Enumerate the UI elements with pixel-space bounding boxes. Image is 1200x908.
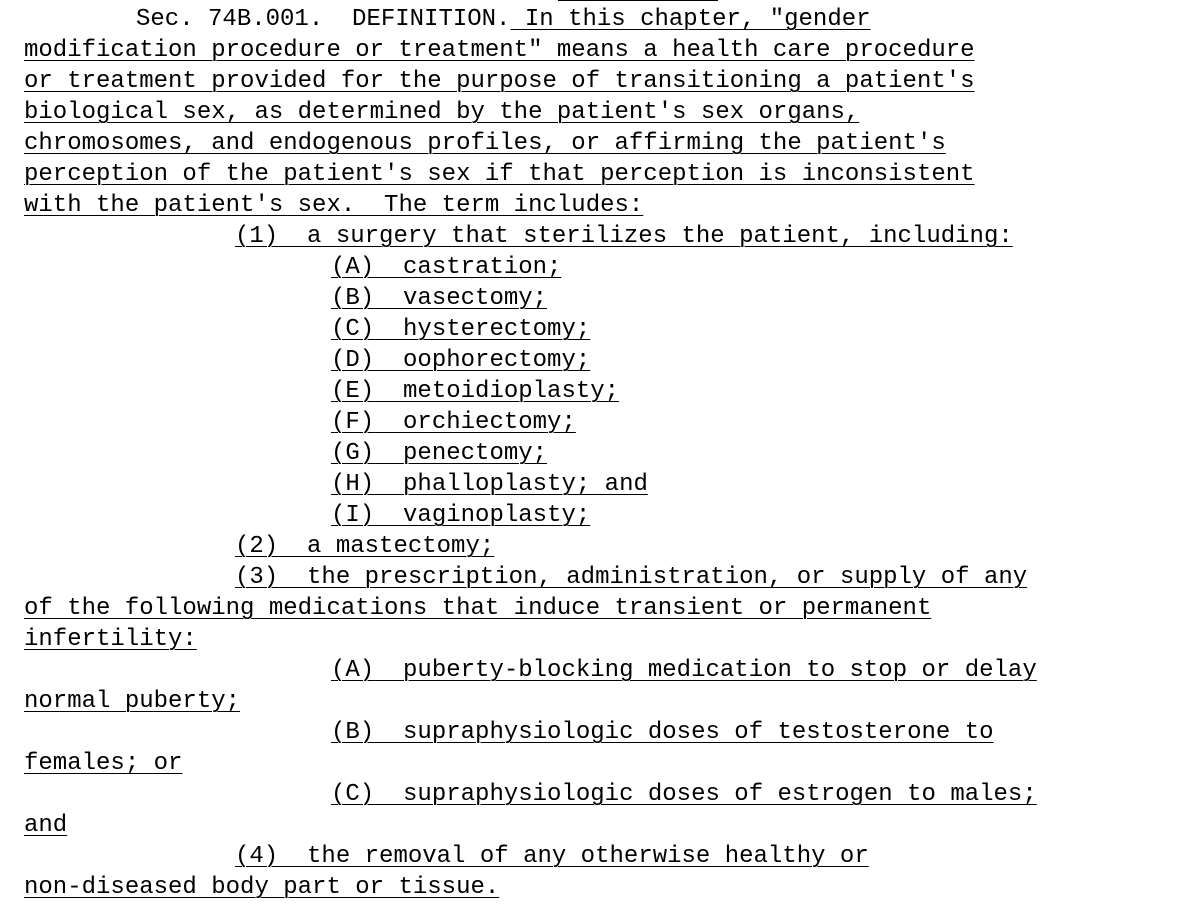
item-text: a surgery that sterilizes the patient, including: [307, 223, 1013, 250]
item-text: the removal of any otherwise healthy or [307, 843, 869, 870]
section-heading: Sec. 74B.001. DEFINITION. [136, 6, 511, 33]
subitem-text: penectomy; [403, 440, 548, 467]
subitem [24, 500, 1037, 531]
subitem-text: supraphysiologic doses of testosterone to [403, 719, 994, 746]
subitem [24, 779, 1037, 810]
subitem-continuation: normal puberty; [24, 688, 241, 715]
item-4 [24, 841, 1037, 872]
subitem [24, 438, 1037, 469]
item-label: (3) [235, 564, 279, 591]
subitem-label: (E) [331, 378, 375, 405]
subitem-label: (C) [331, 316, 375, 343]
subitem [24, 407, 1037, 438]
subitem-text: hysterectomy; [403, 316, 591, 343]
subitem-label: (C) [331, 781, 375, 808]
statute-text [24, 4, 1037, 903]
subitem-text: phalloplasty; and [403, 471, 648, 498]
subitem-label: (B) [331, 719, 375, 746]
subitem [24, 655, 1037, 686]
subitem-label: (F) [331, 409, 375, 436]
item-3-continuation: infertility: [24, 626, 197, 653]
subitem-label: (G) [331, 440, 375, 467]
item-4-continuation: non-diseased body part or tissue. [24, 874, 500, 901]
subitem [24, 283, 1037, 314]
item-3-continuation: of the following medications that induce transient or permanent [24, 595, 932, 622]
item-2 [24, 531, 1037, 562]
top-underline-fragment [558, 0, 718, 1]
subitem-label: (A) [331, 657, 375, 684]
subitem [24, 345, 1037, 376]
body-line: perception of the patient's sex if that perception is inconsistent [24, 161, 975, 188]
item-label: (2) [235, 533, 279, 560]
subitem [24, 252, 1037, 283]
body-line: or treatment provided for the purpose of transitioning a patient's [24, 68, 975, 95]
body-line: modification procedure or treatment" means a health care procedure [24, 37, 975, 64]
subitem-label: (H) [331, 471, 375, 498]
body-line: with the patient's sex. The term includes: [24, 192, 644, 219]
subitem-continuation: and [24, 812, 68, 839]
subitem [24, 469, 1037, 500]
section-intro: In this chapter, "gender [510, 6, 871, 33]
subitem-text: vasectomy; [403, 285, 548, 312]
item-1 [24, 221, 1037, 252]
item-label: (1) [235, 223, 279, 250]
body-line: chromosomes, and endogenous profiles, or affirming the patient's [24, 130, 946, 157]
subitem-label: (I) [331, 502, 375, 529]
subitem-label: (B) [331, 285, 375, 312]
subitem-text: supraphysiologic doses of estrogen to males; [403, 781, 1037, 808]
subitem-label: (D) [331, 347, 375, 374]
subitem-continuation: females; or [24, 750, 183, 777]
subitem-text: oophorectomy; [403, 347, 591, 374]
subitem-text: orchiectomy; [403, 409, 576, 436]
subitem-text: metoidioplasty; [403, 378, 620, 405]
section-first-line [24, 4, 1037, 35]
item-3 [24, 562, 1037, 593]
subitem-text: puberty-blocking medication to stop or delay [403, 657, 1037, 684]
item-text: the prescription, administration, or supply of any [307, 564, 1028, 591]
item-label: (4) [235, 843, 279, 870]
subitem-label: (A) [331, 254, 375, 281]
item-text: a mastectomy; [307, 533, 495, 560]
subitem-text: vaginoplasty; [403, 502, 591, 529]
body-line: biological sex, as determined by the patient's sex organs, [24, 99, 860, 126]
subitem [24, 314, 1037, 345]
subitem-text: castration; [403, 254, 562, 281]
subitem [24, 717, 1037, 748]
subitem [24, 376, 1037, 407]
